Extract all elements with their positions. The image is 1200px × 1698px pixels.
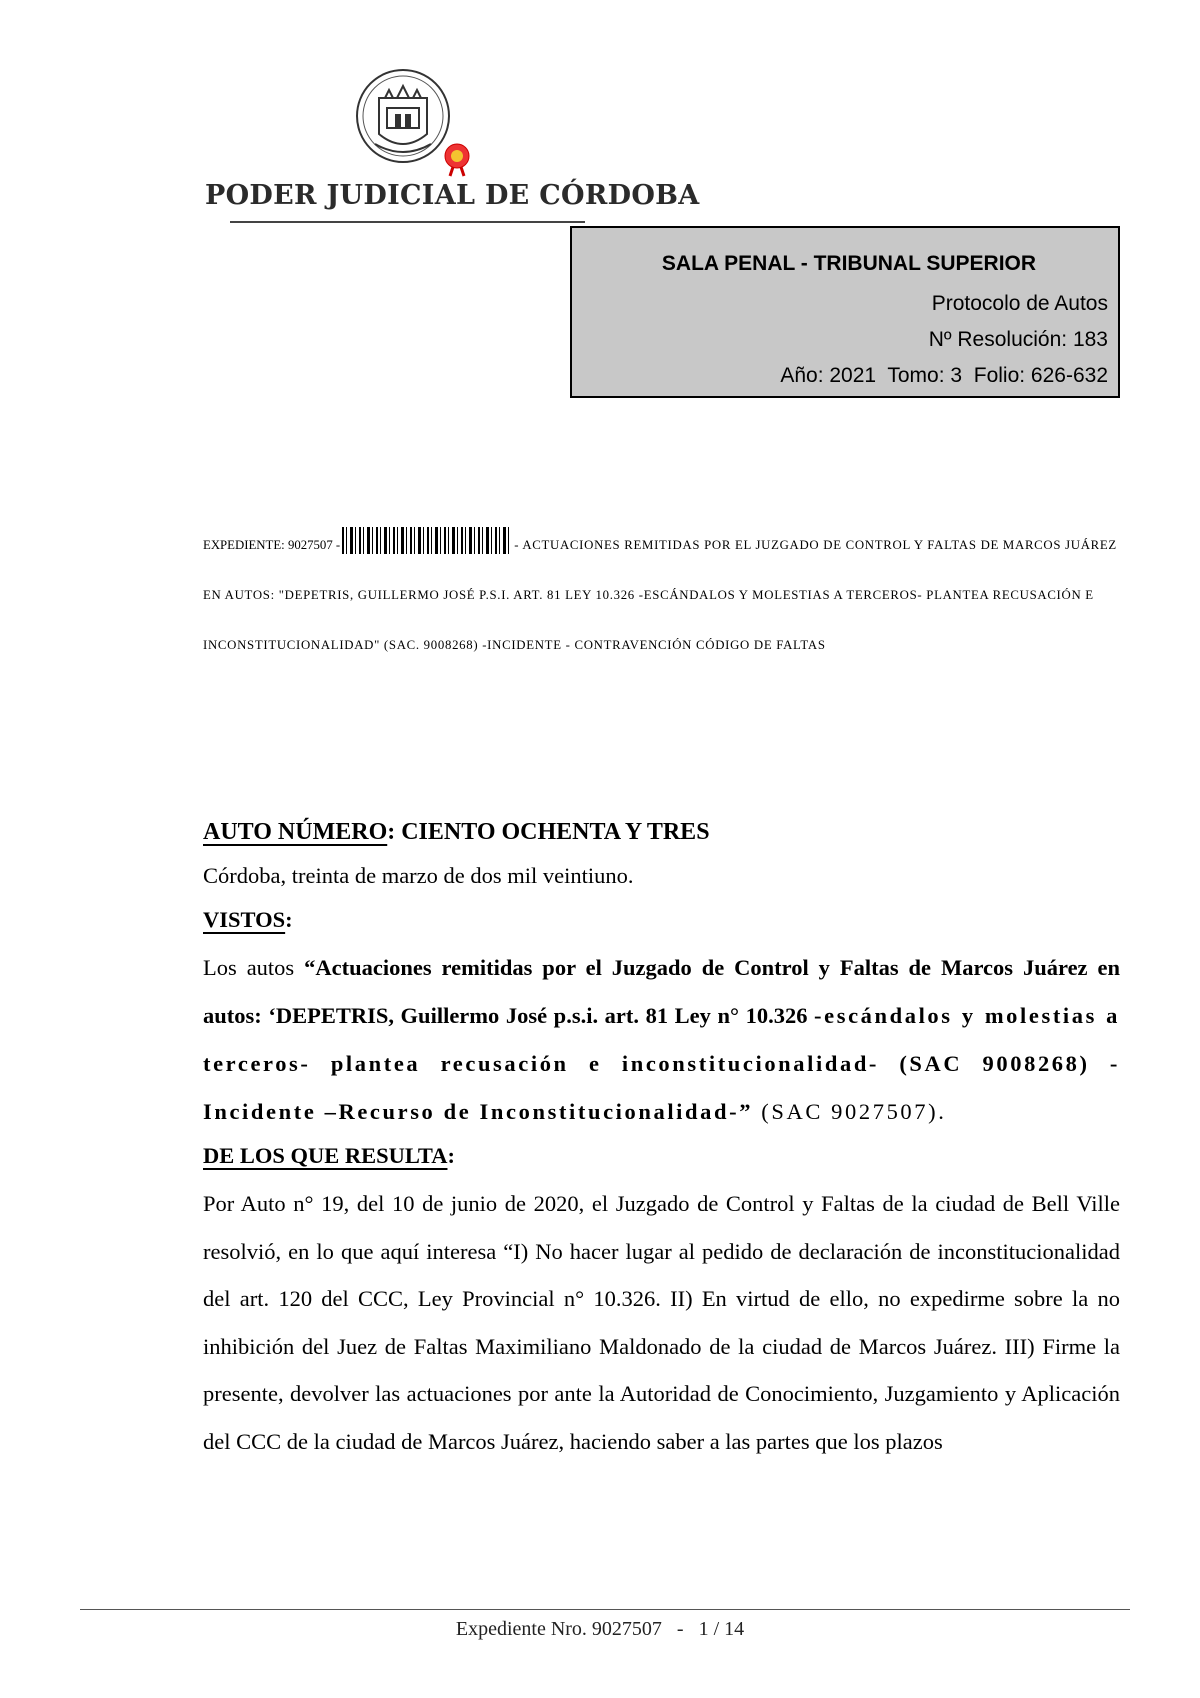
expediente-label: EXPEDIENTE: 9027507 -	[203, 538, 341, 552]
vistos-heading: VISTOS:	[203, 907, 293, 932]
year-volume-folio: Año: 2021 Tomo: 3 Folio: 626-632	[780, 364, 1108, 387]
auto-number: : CIENTO OCHENTA Y TRES	[387, 819, 710, 845]
document-body	[203, 812, 1120, 1465]
protocol-title: SALA PENAL - TRIBUNAL SUPERIOR	[661, 252, 1037, 275]
auto-date: Córdoba, treinta de marzo de dos mil veintiuno.	[203, 863, 634, 888]
resulta-heading-label: DE LOS QUE RESULTA	[203, 1143, 448, 1168]
header-divider	[230, 221, 585, 223]
protocol-box	[570, 226, 1120, 398]
auto-label: AUTO NÚMERO	[203, 819, 388, 845]
auto-title	[203, 812, 1120, 856]
expediente-description: - ACTUACIONES REMITIDAS POR EL JUZGADO DE CONTROL Y FALTAS DE MARCOS JUÁREZ EN AUTOS: "DEPETRIS, GUILLERMO JOSÉ P.S.I. ART. 81 LEY 10.326 -ESCÁNDALOS Y MOLESTIAS A TERCEROS- PLANTEA RECUSACIÓN E INCONSTITUCIONALIDAD" (SAC. 9008268) -INCIDENTE - CONTRAVENCIÓN CÓDIGO DE FALTAS	[203, 538, 1117, 652]
vistos-heading-label: VISTOS	[203, 907, 286, 932]
protocol-subtitle: Protocolo de Autos	[931, 292, 1108, 315]
org-name: PODER JUDICIAL DE CÓRDOBA	[205, 180, 700, 211]
vistos-paragraph	[203, 944, 1120, 1136]
case-sac-number: (SAC 9027507).	[753, 1099, 947, 1124]
resolution-number: Nº Resolución: 183	[928, 328, 1108, 351]
coat-of-arms-logo	[345, 68, 475, 178]
expediente-caption	[203, 520, 1118, 670]
page-footer: Expediente Nro. 9027507 - 1 / 14	[455, 1618, 745, 1640]
footer-divider	[80, 1609, 1130, 1610]
resulta-heading: DE LOS QUE RESULTA:	[203, 1143, 455, 1168]
barcode-icon	[342, 527, 512, 554]
resulta-paragraph: Por Auto n° 19, del 10 de junio de 2020, el Juzgado de Control y Faltas de la ciudad de Bell Ville resolvió, en lo que aquí interesa “I) No hacer lugar al pedido de declaración de inconstitucionalidad del art. 120 del CCC, Ley Provincial n° 10.326. II) En virtud de ello, no expedirme sobre la no inhibición del Juez de Faltas Maximiliano Maldonado de la ciudad de Marcos Juárez. III) Firme la presente, devolver las actuaciones por ante la Autoridad de Conocimiento, Juzgamiento y Aplicación del CCC de la ciudad de Marcos Juárez, haciendo saber a las partes que los plazos	[203, 1191, 1120, 1454]
vistos-intro: Los autos	[203, 955, 305, 980]
case-title-part1: “Actuaciones remitidas por el Juzgado de Control y Faltas de Marcos Juárez en autos: ‘DEPETRIS, Guillermo José p.s.i. art. 81 Ley n° 10.326	[203, 955, 1120, 1028]
case-title-part2: -escándalos y molestias a terceros- plantea recusación e inconstitucionalidad- (SAC 9008268) - Incidente –Recurso de Inconstitucionalidad-”	[203, 1003, 1121, 1124]
